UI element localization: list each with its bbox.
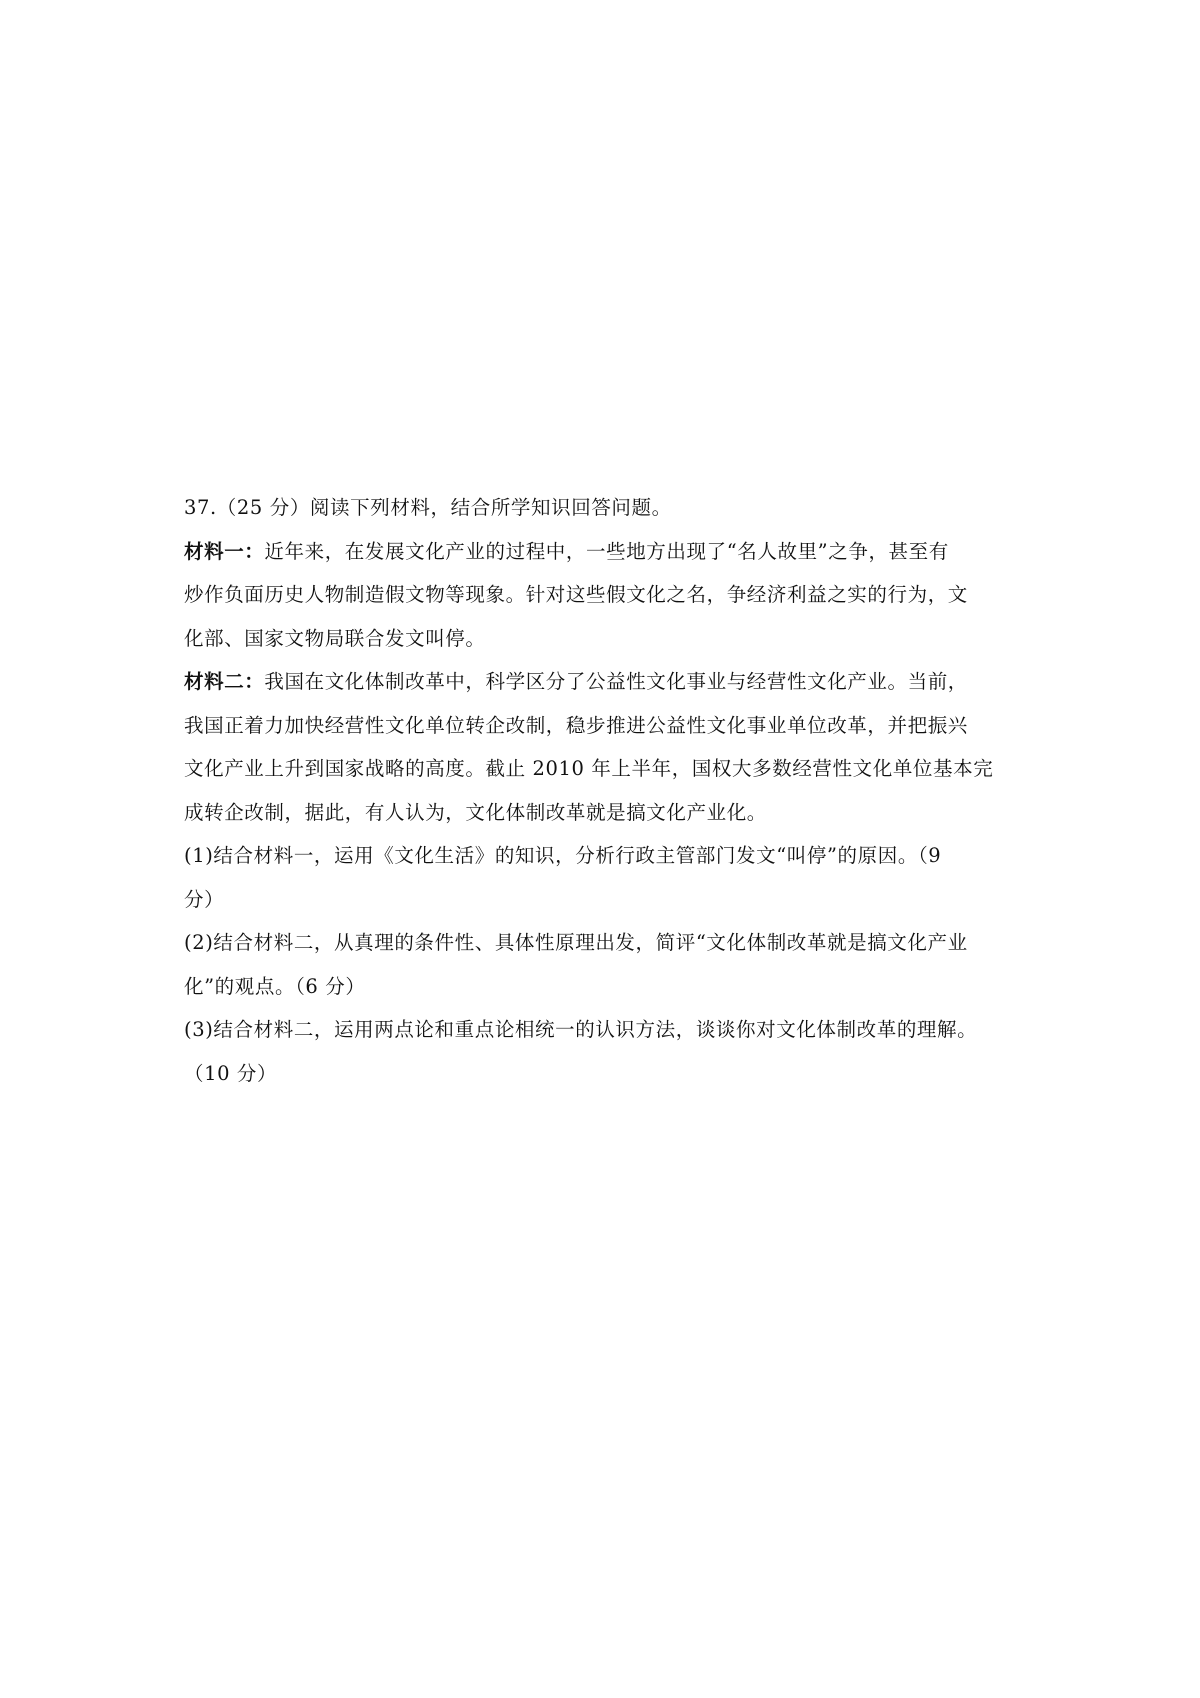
material-1-text-1: 近年来，在发展文化产业的过程中，一些地方出现了“名人故里”之争，甚至有 bbox=[264, 539, 949, 563]
material-2-line-3: 文化产业上升到国家战略的高度。截止 2010 年上半年，国权大多数经营性文化单位基本完 bbox=[184, 757, 994, 780]
question-header: 37.（25 分）阅读下列材料，结合所学知识回答问题。 bbox=[184, 496, 672, 519]
subquestion-2-line-1: (2)结合材料二，从真理的条件性、具体性原理出发，简评“文化体制改革就是搞文化产业 bbox=[184, 931, 968, 954]
material-2-text-1: 我国在文化体制改革中，科学区分了公益性文化事业与经营性文化产业。当前， bbox=[264, 670, 968, 693]
material-1-line-1 bbox=[184, 530, 1024, 574]
material-2-label: 材料二： bbox=[184, 670, 265, 693]
material-2-line-2: 我国正着力加快经营性文化单位转企改制，稳步推进公益性文化事业单位改革，并把振兴 bbox=[184, 713, 968, 737]
subquestion-1-line-2: 分） bbox=[184, 887, 225, 911]
material-1-label: 材料一： bbox=[184, 539, 265, 563]
subquestion-1-line-1: (1)结合材料一，运用《文化生活》的知识，分析行政主管部门发文“叫停”的原因。（9 bbox=[184, 844, 942, 867]
material-2-line-1 bbox=[184, 660, 1024, 704]
question-37-block bbox=[184, 486, 1024, 1095]
material-2-line-4: 成转企改制，据此，有人认为，文化体制改革就是搞文化产业化。 bbox=[184, 800, 767, 824]
material-1-line-3: 化部、国家文物局联合发文叫停。 bbox=[184, 626, 486, 650]
material-1-line-2: 炒作负面历史人物制造假文物等现象。针对这些假文化之名，争经济利益之实的行为，文 bbox=[184, 583, 968, 606]
subquestion-3-line-2: （10 分） bbox=[184, 1061, 278, 1085]
subquestion-2-line-2: 化”的观点。（6 分） bbox=[184, 974, 366, 998]
subquestion-3-line-1: (3)结合材料二，运用两点论和重点论相统一的认识方法，谈谈你对文化体制改革的理解。 bbox=[184, 1018, 978, 1041]
